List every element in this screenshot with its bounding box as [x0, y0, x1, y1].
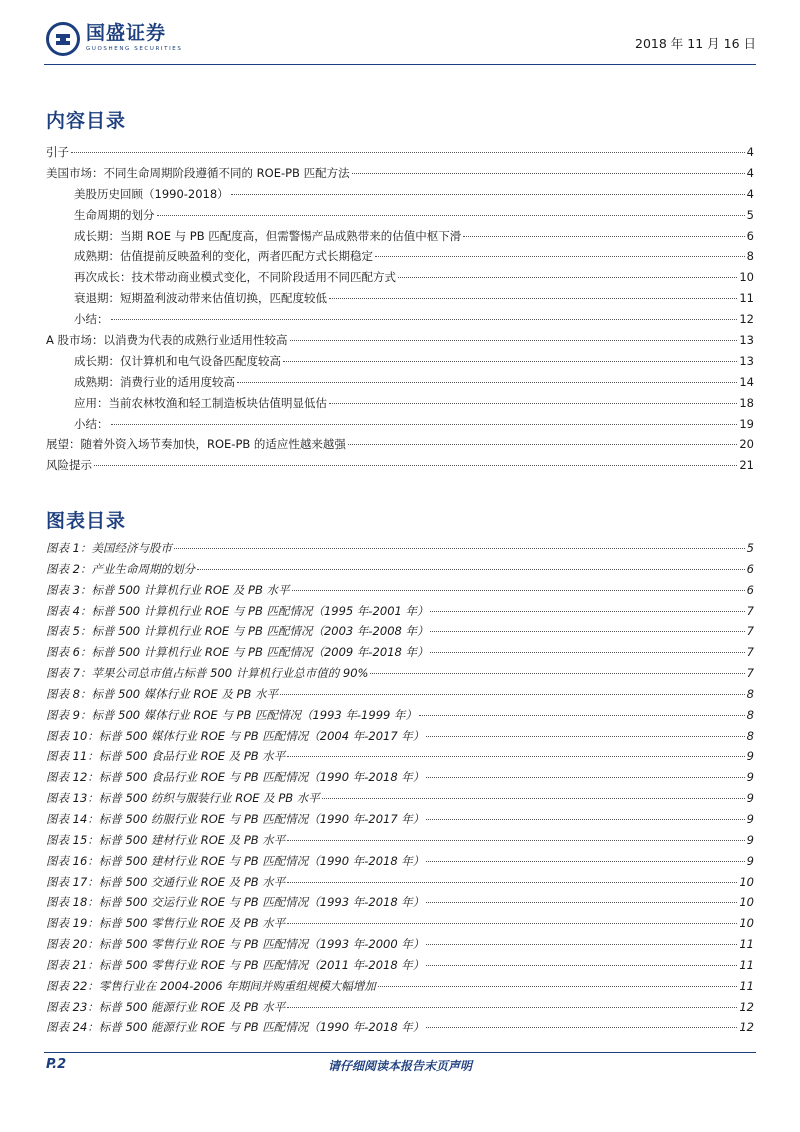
- entry-page-number: 7: [746, 624, 754, 639]
- dot-leader: [71, 152, 745, 153]
- entry-page-number: 20: [739, 437, 754, 452]
- brand-name-en: GUOSHENG SECURITIES: [86, 46, 183, 52]
- entry-page-number: 10: [739, 270, 754, 285]
- contents-title: 内容目录: [46, 110, 127, 132]
- dot-leader: [426, 861, 744, 862]
- entry-title: 图表 13：标普 500 纺织与服装行业 ROE 及 PB 水平: [46, 791, 320, 806]
- figure-entry[interactable]: [46, 892, 754, 913]
- toc-entry[interactable]: [46, 434, 754, 455]
- entry-title: 美股历史回顾（1990-2018）: [74, 186, 229, 201]
- figure-entry[interactable]: [46, 976, 754, 997]
- entry-page-number: 12: [739, 312, 754, 327]
- entry-page-number: 4: [746, 186, 754, 201]
- dot-leader: [398, 277, 737, 278]
- entry-page-number: 7: [746, 666, 754, 681]
- entry-title: 生命周期的划分: [74, 207, 155, 222]
- dot-leader: [287, 840, 744, 841]
- dot-leader: [94, 465, 737, 466]
- toc-entry[interactable]: [46, 351, 754, 372]
- entry-title: 图表 15：标普 500 建材行业 ROE 及 PB 水平: [46, 832, 286, 847]
- figure-entry[interactable]: [46, 934, 754, 955]
- entry-title: 图表 20：标普 500 零售行业 ROE 与 PB 匹配情况（1993 年-2000 年）: [46, 937, 425, 952]
- entry-title: 图表 5：标普 500 计算机行业 ROE 与 PB 匹配情况（2003 年-2008 年）: [46, 624, 429, 639]
- entry-title: 图表 21：标普 500 零售行业 ROE 与 PB 匹配情况（2011 年-2018 年）: [46, 957, 425, 972]
- contents-list: [46, 142, 754, 476]
- brand-name: 国盛证券: [86, 22, 167, 44]
- entry-page-number: 5: [746, 541, 754, 555]
- figure-entry[interactable]: [46, 705, 754, 726]
- entry-title: 图表 14：标普 500 纺服行业 ROE 与 PB 匹配情况（1990 年-2017 年）: [46, 811, 425, 826]
- figure-entry[interactable]: [46, 767, 754, 788]
- toc-entry[interactable]: [46, 142, 754, 163]
- dot-leader: [287, 1007, 737, 1008]
- entry-page-number: 6: [746, 582, 754, 597]
- dot-leader: [287, 882, 737, 883]
- entry-title: 图表 7：苹果公司总市值占标普 500 计算机行业总市值的 90%: [46, 666, 369, 681]
- figure-entry[interactable]: [46, 601, 754, 622]
- dot-leader: [157, 215, 745, 216]
- dot-leader: [426, 965, 737, 966]
- entry-page-number: 7: [746, 603, 754, 618]
- dot-leader: [290, 340, 738, 341]
- toc-entry[interactable]: [46, 205, 754, 226]
- entry-page-number: 12: [739, 1020, 754, 1035]
- figure-entry[interactable]: [46, 746, 754, 767]
- toc-entry[interactable]: [46, 246, 754, 267]
- entry-page-number: 6: [746, 228, 754, 243]
- dot-leader: [430, 652, 744, 653]
- dot-leader: [378, 986, 738, 987]
- figure-entry[interactable]: [46, 830, 754, 851]
- entry-page-number: 9: [746, 832, 754, 847]
- entry-title: 应用：当前农林牧渔和轻工制造板块估值明显低估: [74, 395, 327, 410]
- dot-leader: [231, 194, 745, 195]
- entry-title: 衰退期：短期盈利波动带来估值切换，匹配度较低: [74, 291, 327, 306]
- entry-title: 成熟期：消费行业的适用度较高: [74, 374, 235, 389]
- dot-leader: [426, 944, 737, 945]
- entry-title: 小结：: [74, 312, 109, 327]
- dot-leader: [352, 173, 745, 174]
- dot-leader: [287, 923, 737, 924]
- entry-title: 成长期：当期 ROE 与 PB 匹配度高，但需警惕产品成熟带来的估值中枢下滑: [74, 228, 462, 243]
- entry-title: 图表 18：标普 500 交运行业 ROE 与 PB 匹配情况（1993 年-2018 年）: [46, 895, 425, 910]
- dot-leader: [426, 902, 737, 903]
- entry-title: 图表 4：标普 500 计算机行业 ROE 与 PB 匹配情况（1995 年-2001 年）: [46, 603, 429, 618]
- figure-entry[interactable]: [46, 621, 754, 642]
- dot-leader: [426, 777, 744, 778]
- figure-entry[interactable]: [46, 997, 754, 1018]
- dot-leader: [329, 403, 737, 404]
- entry-page-number: 8: [746, 728, 754, 743]
- dot-leader: [292, 590, 745, 591]
- entry-page-number: 21: [739, 458, 754, 473]
- figure-entry[interactable]: [46, 788, 754, 809]
- dot-leader: [111, 319, 738, 320]
- dot-leader: [111, 424, 738, 425]
- toc-entry[interactable]: [46, 163, 754, 184]
- toc-entry[interactable]: [46, 288, 754, 309]
- figure-entry[interactable]: [46, 538, 754, 559]
- toc-entry[interactable]: [46, 393, 754, 414]
- dot-leader: [370, 673, 744, 674]
- figure-entry[interactable]: [46, 684, 754, 705]
- entry-page-number: 10: [739, 895, 754, 910]
- entry-page-number: 6: [746, 561, 754, 576]
- toc-entry[interactable]: [46, 372, 754, 393]
- entry-page-number: 8: [746, 707, 754, 722]
- entry-page-number: 13: [739, 353, 754, 368]
- entry-title: 风险提示: [46, 458, 92, 473]
- entry-title: 图表 6：标普 500 计算机行业 ROE 与 PB 匹配情况（2009 年-2018 年）: [46, 645, 429, 660]
- entry-title: 美国市场：不同生命周期阶段遵循不同的 ROE-PB 匹配方法: [46, 165, 350, 180]
- entry-title: 图表 12：标普 500 食品行业 ROE 与 PB 匹配情况（1990 年-2018 年）: [46, 770, 425, 785]
- entry-page-number: 14: [739, 374, 754, 389]
- dot-leader: [348, 444, 737, 445]
- toc-entry[interactable]: [46, 330, 754, 351]
- entry-title: 图表 3：标普 500 计算机行业 ROE 及 PB 水平: [46, 582, 290, 597]
- dot-leader: [426, 736, 744, 737]
- toc-entry[interactable]: [46, 226, 754, 247]
- entry-page-number: 10: [739, 916, 754, 931]
- entry-page-number: 5: [746, 207, 754, 222]
- entry-page-number: 11: [739, 291, 754, 306]
- page-number: P.2: [46, 1057, 67, 1072]
- dot-leader: [197, 569, 745, 570]
- entry-title: 展望：随着外资入场节奏加快，ROE-PB 的适应性越来越强: [46, 437, 346, 452]
- report-date: 2018 年 11 月 16 日: [635, 36, 756, 51]
- dot-leader: [280, 694, 745, 695]
- entry-page-number: 11: [739, 978, 754, 993]
- entry-page-number: 9: [746, 791, 754, 806]
- figures-title: 图表目录: [46, 510, 127, 532]
- entry-page-number: 4: [746, 165, 754, 180]
- entry-page-number: 9: [746, 770, 754, 785]
- entry-title: 图表 24：标普 500 能源行业 ROE 与 PB 匹配情况（1990 年-2018 年）: [46, 1020, 425, 1035]
- entry-title: 小结：: [74, 416, 109, 431]
- entry-title: 图表 23：标普 500 能源行业 ROE 及 PB 水平: [46, 999, 286, 1014]
- toc-entry[interactable]: [46, 414, 754, 435]
- dot-leader: [426, 1027, 737, 1028]
- entry-page-number: 8: [746, 249, 754, 264]
- entry-page-number: 4: [746, 145, 754, 159]
- entry-page-number: 19: [739, 416, 754, 431]
- entry-title: 图表 19：标普 500 零售行业 ROE 及 PB 水平: [46, 916, 286, 931]
- entry-title: A 股市场：以消费为代表的成熟行业适用性较高: [46, 333, 288, 348]
- footer-divider: [44, 1052, 756, 1053]
- dot-leader: [237, 382, 737, 383]
- footer-disclaimer: 请仔细阅读本报告末页声明: [327, 1059, 472, 1073]
- entry-title: 图表 10：标普 500 媒体行业 ROE 与 PB 匹配情况（2004 年-2017 年）: [46, 728, 425, 743]
- figure-entry[interactable]: [46, 559, 754, 580]
- figure-entry[interactable]: [46, 642, 754, 663]
- figure-entry[interactable]: [46, 809, 754, 830]
- toc-entry[interactable]: [46, 267, 754, 288]
- entry-page-number: 12: [739, 999, 754, 1014]
- dot-leader: [419, 715, 745, 716]
- entry-page-number: 9: [746, 811, 754, 826]
- figure-entry[interactable]: [46, 663, 754, 684]
- entry-title: 图表 8：标普 500 媒体行业 ROE 及 PB 水平: [46, 686, 278, 701]
- figures-list: [46, 538, 754, 1038]
- header-divider: [44, 64, 756, 65]
- entry-title: 引子: [46, 145, 69, 159]
- entry-page-number: 13: [739, 333, 754, 348]
- entry-page-number: 18: [739, 395, 754, 410]
- entry-title: 图表 2：产业生命周期的划分: [46, 561, 195, 576]
- dot-leader: [287, 756, 744, 757]
- entry-page-number: 8: [746, 686, 754, 701]
- figure-entry[interactable]: [46, 726, 754, 747]
- entry-title: 成长期：仅计算机和电气设备匹配度较高: [74, 353, 281, 368]
- guosheng-logo-icon: [46, 22, 80, 56]
- dot-leader: [463, 236, 744, 237]
- dot-leader: [430, 631, 744, 632]
- toc-entry[interactable]: [46, 455, 754, 476]
- figure-entry[interactable]: [46, 872, 754, 893]
- entry-title: 图表 11：标普 500 食品行业 ROE 及 PB 水平: [46, 749, 286, 764]
- toc-entry[interactable]: [46, 309, 754, 330]
- entry-page-number: 7: [746, 645, 754, 660]
- figure-entry[interactable]: [46, 851, 754, 872]
- figure-entry[interactable]: [46, 955, 754, 976]
- entry-title: 成熟期：估值提前反映盈利的变化，两者匹配方式长期稳定: [74, 249, 373, 264]
- figure-entry[interactable]: [46, 1017, 754, 1038]
- dot-leader: [174, 548, 745, 549]
- dot-leader: [430, 611, 744, 612]
- entry-page-number: 11: [739, 937, 754, 952]
- page-header: [46, 22, 756, 64]
- entry-title: 图表 1：美国经济与股市: [46, 541, 172, 555]
- entry-title: 图表 22：零售行业在 2004-2006 年期间并购重组规模大幅增加: [46, 978, 376, 993]
- entry-title: 图表 17：标普 500 交通行业 ROE 及 PB 水平: [46, 874, 286, 889]
- figure-entry[interactable]: [46, 913, 754, 934]
- dot-leader: [283, 361, 737, 362]
- dot-leader: [322, 798, 745, 799]
- dot-leader: [375, 256, 745, 257]
- toc-entry[interactable]: [46, 184, 754, 205]
- dot-leader: [426, 819, 744, 820]
- figure-entry[interactable]: [46, 580, 754, 601]
- entry-title: 图表 16：标普 500 建材行业 ROE 与 PB 匹配情况（1990 年-2018 年）: [46, 853, 425, 868]
- dot-leader: [329, 298, 737, 299]
- entry-page-number: 11: [739, 957, 754, 972]
- company-logo: [46, 22, 182, 56]
- entry-page-number: 9: [746, 749, 754, 764]
- entry-page-number: 9: [746, 853, 754, 868]
- entry-page-number: 10: [739, 874, 754, 889]
- entry-title: 再次成长：技术带动商业模式变化，不同阶段适用不同匹配方式: [74, 270, 396, 285]
- entry-title: 图表 9：标普 500 媒体行业 ROE 与 PB 匹配情况（1993 年-1999 年）: [46, 707, 417, 722]
